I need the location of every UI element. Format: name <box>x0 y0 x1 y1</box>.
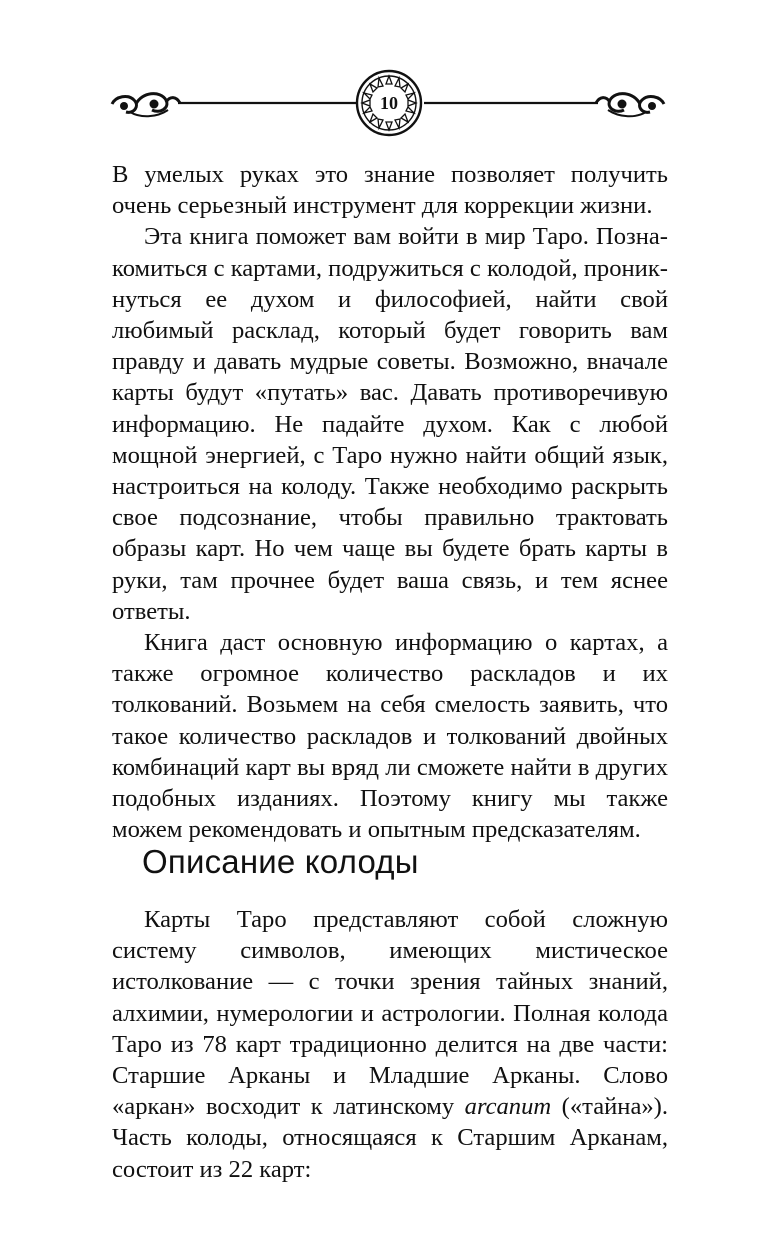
page-number: 10 <box>380 93 398 113</box>
page-header <box>0 0 768 150</box>
paragraph-book-purpose: Эта книга поможет вам войти в мир Таро. Познакомиться с картами, подружиться с колодой, проникнуться ее духом и философией, найти свой любимый расклад, который будет говорить вам правду и давать мудрые советы. Возможно, вначале карты будут «путать» вас. Давать противоречивую информацию. Не падайте духом. Как с любой мощной энергией, с Таро нужно найти общий язык, настроиться на колоду. Также необходимо раскрыть свое подсознание, чтобы правильно трактовать образы карт. Но чем чаще вы будете брать карты в руки, там прочнее будет ваша связь, и тем яснее ответы. <box>112 223 668 625</box>
body-text-top <box>112 159 668 845</box>
right-flourish-icon <box>596 94 664 117</box>
section-title: Описание колоды <box>142 843 419 880</box>
paragraph-intro: В умелых руках это знание позволяет получить очень серьезный инструмент для коррекции жизни. <box>112 161 668 220</box>
body-text-section <box>112 904 668 1185</box>
latin-word: arcanum <box>464 1093 552 1121</box>
paragraph-text-before-italic: Карты Таро представляют собой сложную систему символов, имеющих мистическое истолкование — с точки зрения тайных знаний, алхимии, нумерологии и астрологии. Полная колода Таро из 78 карт традиционно делится на две части: Старшие Арканы и Младшие Арканы. Слово «аркан» восходит к латинскому <box>112 906 668 1121</box>
header-ornament <box>0 0 768 150</box>
paragraph-book-content: Книга даст основную информацию о картах, а также огромное количество раскладов и их толкований. Возьмем на себя смелость заявить, что такое количество раскладов и толкований двойных комбинаций карт вы вряд ли сможете найти в других подобных изданиях. Поэтому книгу мы также можем рекомендовать и опытным предсказателям. <box>112 629 668 844</box>
paragraph-text-after-italic: («тайна»). Часть колоды, относящаяся к Старшим Арканам, состоит из 22 карт: <box>112 1093 668 1183</box>
left-flourish-icon <box>112 94 180 117</box>
paragraph-deck-description <box>112 904 668 1185</box>
